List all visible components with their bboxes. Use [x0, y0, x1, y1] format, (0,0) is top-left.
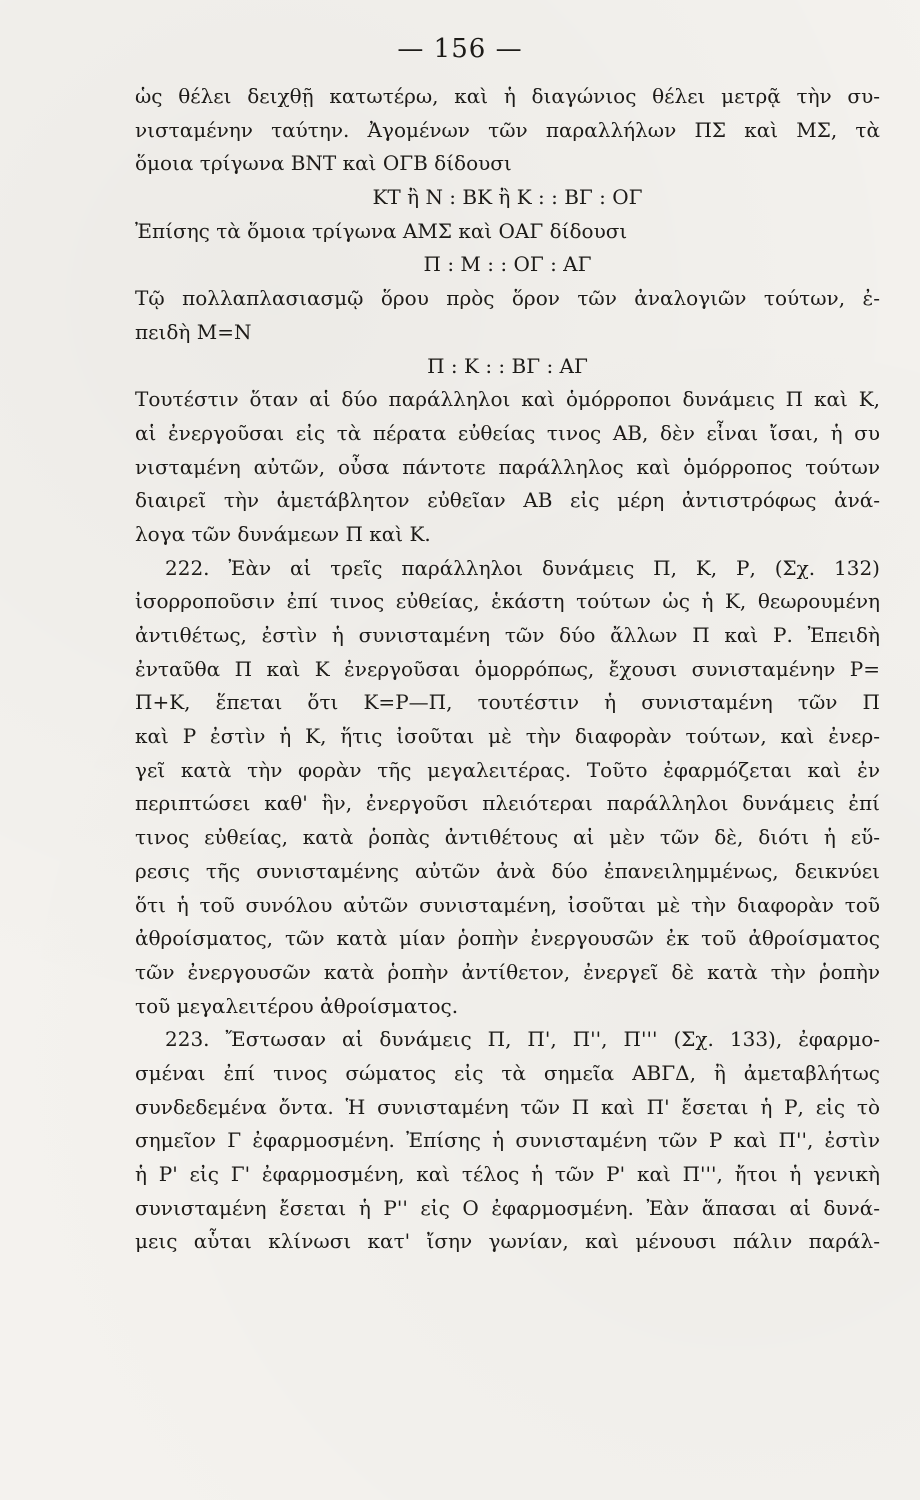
text-line: τῶν ἐνεργουσῶν κατὰ ῥοπὴν ἀντίθετον, ἐνεργεῖ δὲ κατὰ τὴν ῥοπὴν	[135, 959, 880, 984]
text-line: συνισταμένη ἔσεται ἡ Ρ'' εἰς Ο ἐφαρμοσμένη. Ἐὰν ἅπασαι αἱ δυνά-	[135, 1195, 880, 1220]
text-line: ὡς θέλει δειχθῇ κατωτέρω, καὶ ἡ διαγώνιος θέλει μετρᾷ τὴν συ-	[135, 84, 880, 108]
text-line: ὅμοια τρίγωνα ΒΝΤ καὶ ΟΓΒ δίδουσι	[135, 151, 512, 176]
text-line: πειδὴ Μ=Ν	[135, 319, 252, 344]
text-line: ρεσις τῆς συνισταμένης αὐτῶν ἀνὰ δύο ἐπανειλημμένως, δεικνύει	[135, 858, 880, 883]
text-line: ἰσορροποῦσιν ἐπί τινος εὐθείας, ἑκάστη τούτων ὡς ἡ Κ, θεωρουμένη	[135, 589, 880, 614]
text-line: καὶ Ρ ἐστὶν ἡ Κ, ἥτις ἰσοῦται μὲ τὴν διαφορὰν τούτων, καὶ ἐνερ-	[135, 724, 880, 749]
text-line: σημεῖον Γ ἐφαρμοσμένη. Ἐπίσης ἡ συνισταμένη τῶν Ρ καὶ Π'', ἐστὶν	[135, 1128, 880, 1153]
text-line: ἀντιθέτως, ἐστὶν ἡ συνισταμένη τῶν δύο ἄλλων Π καὶ Ρ. Ἐπειδὴ	[135, 623, 880, 647]
text-line: νισταμένην ταύτην. Ἀγομένων τῶν παραλλήλων ΠΣ καὶ ΜΣ, τὰ	[135, 117, 880, 142]
proportion-line: ΚΤ ἢ Ν : ΒΚ ἢ Κ : : ΒΓ : ΟΓ	[372, 185, 643, 210]
paragraph-222-start: 222. Ἐὰν αἱ τρεῖς παράλληλοι δυνάμεις Π, Κ, Ρ, (Σχ. 132)	[165, 555, 880, 580]
text-line: ἀθροίσματος, τῶν κατὰ μίαν ῥοπὴν ἐνεργουσῶν ἐκ τοῦ ἀθροίσματος	[135, 926, 880, 951]
text-line: τινος εὐθείας, κατὰ ῥοπὰς ἀντιθέτους αἱ μὲν τῶν δὲ, διότι ἡ εὕ-	[135, 825, 880, 850]
page-number: — 156 —	[397, 34, 523, 64]
text-line: Ἐπίσης τὰ ὅμοια τρίγωνα ΑΜΣ καὶ ΟΑΓ δίδουσι	[135, 218, 628, 243]
text-line: περιπτώσει καθ' ἣν, ἐνεργοῦσι πλειότεραι παράλληλοι δυνάμεις ἐπί	[135, 791, 880, 816]
text-line: ἡ Ρ' εἰς Γ' ἐφαρμοσμένη, καὶ τέλος ἡ τῶν Ρ' καὶ Π''', ἤτοι ἡ γενικὴ	[135, 1162, 880, 1186]
text-line: Τῷ πολλαπλασιασμῷ ὅρου πρὸς ὅρον τῶν ἀναλογιῶν τούτων, ἐ-	[135, 286, 880, 311]
text-line: συνδεδεμένα ὄντα. Ἡ συνισταμένη τῶν Π καὶ Π' ἔσεται ἡ Ρ, εἰς τὸ	[135, 1094, 880, 1119]
paragraph-223-start: 223. Ἔστωσαν αἱ δυνάμεις Π, Π', Π'', Π''' (Σχ. 133), ἐφαρμο-	[165, 1027, 880, 1052]
text-line: διαιρεῖ τὴν ἀμετάβλητον εὐθεῖαν ΑΒ εἰς μέρη ἀντιστρόφως ἀνά-	[135, 488, 880, 513]
text-line: ὅτι ἡ τοῦ συνόλου αὐτῶν συνισταμένη, ἰσοῦται μὲ τὴν διαφορὰν τοῦ	[135, 892, 880, 917]
text-line: γεῖ κατὰ τὴν φορὰν τῆς μεγαλειτέρας. Τοῦτο ἐφαρμόζεται καὶ ἐν	[135, 757, 880, 782]
proportion-line: Π : Μ : : ΟΓ : ΑΓ	[423, 252, 592, 277]
text-line: λογα τῶν δυνάμεων Π καὶ Κ.	[135, 521, 431, 546]
proportion-line: Π : Κ : : ΒΓ : ΑΓ	[427, 353, 588, 378]
text-line: Τουτέστιν ὅταν αἱ δύο παράλληλοι καὶ ὁμόρροποι δυνάμεις Π καὶ Κ,	[135, 387, 880, 412]
text-line: σμέναι ἐπί τινος σώματος εἰς τὰ σημεῖα ΑΒΓΔ, ἢ ἀμεταβλήτως	[135, 1060, 880, 1085]
text-line: τοῦ μεγαλειτέρου ἀθροίσματος.	[135, 993, 459, 1018]
text-line: μεις αὗται κλίνωσι κατ' ἴσην γωνίαν, καὶ μένουσι πάλιν παράλ-	[135, 1229, 880, 1254]
text-line: νισταμένη αὐτῶν, οὖσα πάντοτε παράλληλος καὶ ὁμόρροπος τούτων	[135, 454, 880, 479]
text-line: ἐνταῦθα Π καὶ Κ ἐνεργοῦσαι ὁμορρόπως, ἔχουσι συνισταμένην Ρ=	[135, 656, 880, 681]
text-line: αἱ ἐνεργοῦσαι εἰς τὰ πέρατα εὐθείας τινος ΑΒ, δὲν εἶναι ἴσαι, ἡ συ	[135, 420, 880, 445]
body-text	[135, 80, 880, 1259]
text-line: Π+Κ, ἕπεται ὅτι Κ=Ρ—Π, τουτέστιν ἡ συνισταμένη τῶν Π	[135, 690, 880, 715]
